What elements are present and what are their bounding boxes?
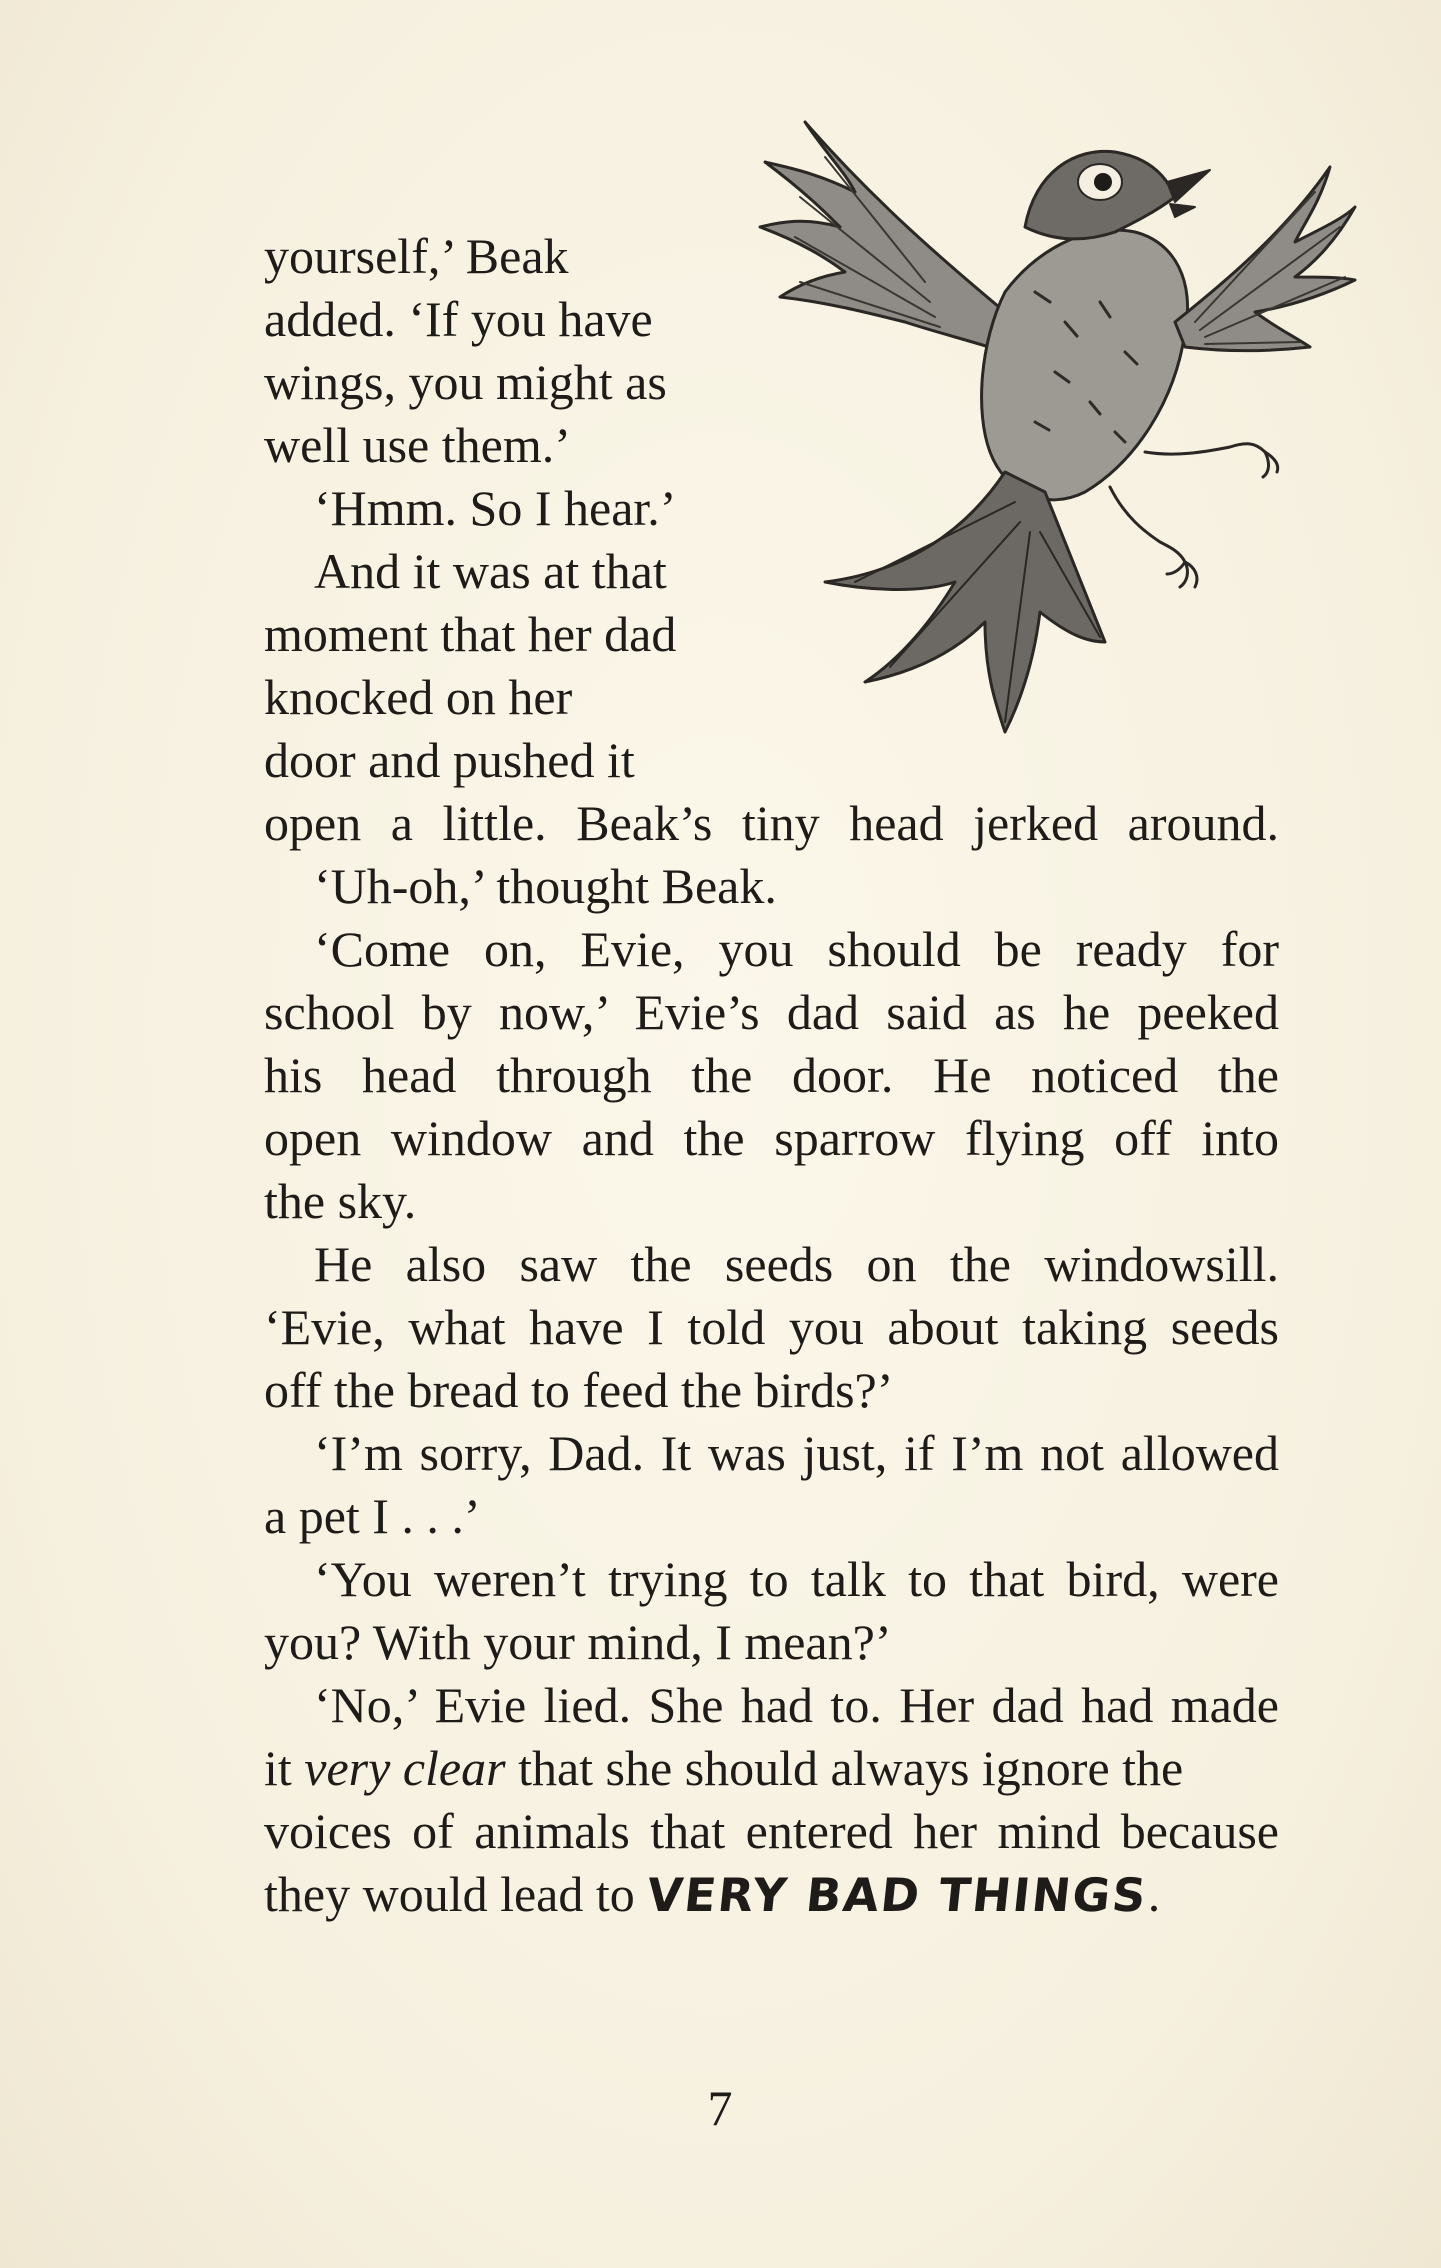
emphasis-text: very clear (304, 1740, 506, 1796)
hand-lettered-text: VERY BAD THINGS (644, 1868, 1151, 1922)
text-line: ‘Hmm. So I hear.’ (314, 480, 677, 536)
text-span: . (1147, 1866, 1161, 1922)
text-line: moment that her dad (264, 606, 677, 662)
text-line: ‘Come on, Evie, you should be ready for (314, 921, 1279, 977)
text-line: added. ‘If you have (264, 291, 653, 347)
text-line: well use them.’ (264, 417, 571, 473)
text-line: knocked on her (264, 669, 573, 725)
text-line: off the bread to feed the birds?’ (264, 1362, 894, 1418)
page-number: 7 (707, 2080, 733, 2136)
text-line: ‘I’m sorry, Dad. It was just, if I’m not allowed (314, 1425, 1279, 1481)
text-line: the sky. (264, 1173, 417, 1229)
text-line: ‘You weren’t trying to talk to that bird, were (314, 1551, 1279, 1607)
text-line: ‘No,’ Evie lied. She had to. Her dad had made (314, 1677, 1279, 1733)
text-line (264, 1738, 1183, 1798)
text-line: He also saw the seeds on the windowsill. (314, 1236, 1279, 1292)
text-line: And it was at that (314, 543, 667, 599)
text-line: a pet I . . .’ (264, 1488, 481, 1544)
text-line: voices of animals that entered her mind because (264, 1803, 1279, 1859)
text-line: open window and the sparrow flying off into (264, 1110, 1279, 1166)
text-line: school by now,’ Evie’s dad said as he peeked (264, 984, 1279, 1040)
text-line: ‘Evie, what have I told you about taking seeds (264, 1299, 1279, 1355)
text-span: they would lead to (264, 1866, 635, 1922)
text-line: open a little. Beak’s tiny head jerked around. (264, 795, 1279, 851)
text-line: door and pushed it (264, 732, 635, 788)
text-line: yourself,’ Beak (264, 228, 569, 284)
text-span: it (264, 1740, 292, 1796)
text-line: his head through the door. He noticed the (264, 1047, 1279, 1103)
text-line (264, 1864, 1160, 1924)
text-line: ‘Uh-oh,’ thought Beak. (314, 858, 777, 914)
text-line: you? With your mind, I mean?’ (264, 1614, 892, 1670)
sparrow-illustration (705, 112, 1365, 752)
text-span: that she should always ignore the (518, 1740, 1184, 1796)
text-line: wings, you might as (264, 354, 667, 410)
